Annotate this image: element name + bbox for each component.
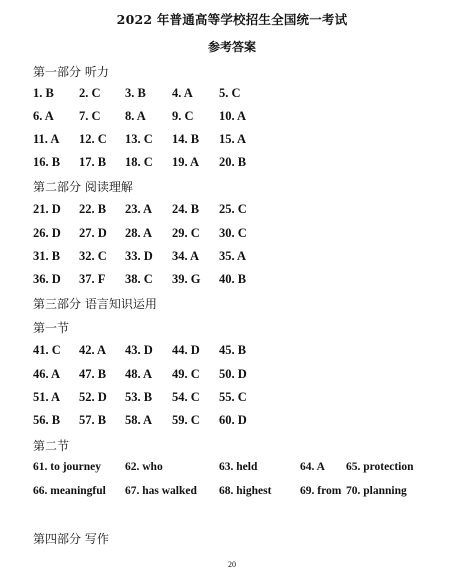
answer-item: 61. to journey (33, 461, 102, 473)
part1-row-3 (0, 132, 464, 148)
answer-item: 41. C (33, 343, 61, 357)
answer-item: 7. C (79, 109, 101, 123)
part2-row-4 (0, 272, 464, 288)
answer-item: 31. B (33, 249, 61, 263)
answer-item: 67. has walked (125, 485, 197, 497)
part2-heading: 第二部分 阅读理解 (33, 180, 133, 194)
answer-item: 25. C (219, 202, 247, 216)
answer-item: 44. D (172, 343, 200, 357)
answer-item: 59. C (172, 413, 200, 427)
answer-item: 36. D (33, 272, 61, 286)
part3-section2-row-2 (0, 485, 464, 501)
answer-item: 66. meaningful (33, 485, 106, 497)
part3-section1-heading: 第一节 (33, 321, 70, 335)
answer-item: 9. C (172, 109, 194, 123)
answer-item: 17. B (79, 155, 107, 169)
answer-item: 56. B (33, 413, 61, 427)
answer-item: 70. planning (346, 485, 407, 497)
answer-item: 22. B (79, 202, 107, 216)
answer-item: 28. A (125, 226, 153, 240)
answer-item: 30. C (219, 226, 247, 240)
answer-item: 58. A (125, 413, 153, 427)
part3-section1-row-1 (0, 343, 464, 359)
answer-item: 23. A (125, 202, 153, 216)
answer-item: 6. A (33, 109, 54, 123)
part1-row-1 (0, 86, 464, 102)
answer-item: 20. B (219, 155, 247, 169)
answer-item: 52. D (79, 390, 107, 404)
answer-item: 35. A (219, 249, 247, 263)
answer-item: 21. D (33, 202, 61, 216)
answer-item: 34. A (172, 249, 200, 263)
part2-row-3 (0, 249, 464, 265)
answer-item: 49. C (172, 367, 200, 381)
answer-item: 69. from (300, 485, 342, 497)
answer-item: 46. A (33, 367, 61, 381)
answer-item: 12. C (79, 132, 107, 146)
answer-item: 1. B (33, 86, 54, 100)
answer-item: 29. C (172, 226, 200, 240)
answer-item: 26. D (33, 226, 61, 240)
answer-item: 33. D (125, 249, 153, 263)
answer-item: 14. B (172, 132, 200, 146)
answer-item: 43. D (125, 343, 153, 357)
answer-item: 39. G (172, 272, 201, 286)
answer-item: 68. highest (219, 485, 272, 497)
answer-item: 19. A (172, 155, 200, 169)
part3-section1-row-3 (0, 390, 464, 406)
part2-row-1 (0, 202, 464, 218)
answer-item: 10. A (219, 109, 247, 123)
answer-item: 62. who (125, 461, 163, 473)
answer-item: 57. B (79, 413, 107, 427)
page-number: 20 (228, 560, 236, 569)
answer-item: 40. B (219, 272, 247, 286)
part3-section2-heading: 第二节 (33, 439, 70, 453)
answer-item: 38. C (125, 272, 153, 286)
answer-item: 13. C (125, 132, 153, 146)
answer-item: 51. A (33, 390, 61, 404)
part1-heading: 第一部分 听力 (33, 65, 109, 79)
answer-item: 63. held (219, 461, 258, 473)
document-subtitle: 参考答案 (207, 40, 256, 54)
answer-item: 32. C (79, 249, 107, 263)
answer-item: 18. C (125, 155, 153, 169)
part1-row-2 (0, 109, 464, 125)
part3-heading: 第三部分 语言知识运用 (33, 297, 157, 311)
part4-heading: 第四部分 写作 (33, 532, 109, 546)
answer-item: 27. D (79, 226, 107, 240)
part3-section1-row-2 (0, 367, 464, 383)
part3-section1-row-4 (0, 413, 464, 429)
answer-item: 64. A (300, 461, 325, 473)
answer-item: 4. A (172, 86, 193, 100)
part1-row-4 (0, 155, 464, 171)
document-title: 2022 年普通高等学校招生全国统一考试 (116, 12, 348, 27)
answer-item: 15. A (219, 132, 247, 146)
answer-item: 55. C (219, 390, 247, 404)
answer-item: 8. A (125, 109, 146, 123)
answer-item: 50. D (219, 367, 247, 381)
answer-item: 16. B (33, 155, 61, 169)
answer-item: 48. A (125, 367, 153, 381)
part3-section2-row-1 (0, 461, 464, 477)
answer-item: 47. B (79, 367, 107, 381)
answer-item: 5. C (219, 86, 241, 100)
answer-item: 65. protection (346, 461, 414, 473)
answer-item: 45. B (219, 343, 247, 357)
answer-item: 60. D (219, 413, 247, 427)
answer-item: 11. A (33, 132, 60, 146)
answer-item: 24. B (172, 202, 200, 216)
answer-item: 3. B (125, 86, 146, 100)
answer-item: 2. C (79, 86, 101, 100)
part2-row-2 (0, 226, 464, 242)
answer-item: 37. F (79, 272, 106, 286)
answer-item: 53. B (125, 390, 153, 404)
answer-item: 54. C (172, 390, 200, 404)
answer-item: 42. A (79, 343, 107, 357)
